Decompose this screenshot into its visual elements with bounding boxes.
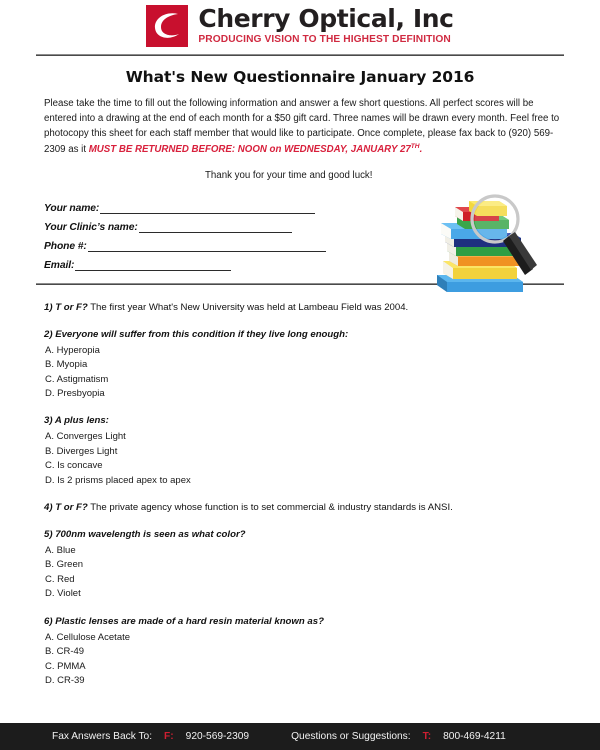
stack-of-books-with-magnifying-glass-icon [425,193,547,297]
question-5-choice-b[interactable]: B. Green [45,559,84,571]
clinic-name-label: Your Clinic’s name: [44,221,138,233]
question-1 [44,301,560,315]
question-5-choice-d[interactable]: D. Violet [45,588,81,600]
question-5 [44,528,560,602]
question-5-choice-a[interactable]: A. Blue [45,545,76,557]
intro-deadline-period: . [419,143,423,155]
your-name-label: Your name: [44,202,100,214]
question-4-body: The private agency whose function is to set commercial & industry standards is ANSI. [87,502,453,514]
question-2-choice-a[interactable]: A. Hyperopia [45,344,100,356]
email-label: Email: [44,259,75,271]
header-divider [36,54,564,56]
intro-deadline-highlight [89,144,423,155]
intro-deadline-superscript: TH [410,142,420,150]
intro-paragraph [44,96,560,157]
question-4-text [44,501,560,515]
questions-label: Questions or Suggestions: [291,731,411,742]
footer-contact-strip [0,731,506,742]
question-3-choice-c[interactable]: C. Is concave [45,460,103,472]
question-5-choice-c[interactable]: C. Red [45,573,75,585]
question-6-choice-b[interactable]: B. CR-49 [45,646,85,658]
question-2-text [44,328,560,342]
question-3-text [44,414,560,428]
clinic-name-input[interactable] [139,221,292,233]
intro-text: Please take the time to fill out the following information and answer a few short questions. All perfect scores will be entered into a drawing at the end of each month for a $50 gift card. Three names will be drawn every month. Feel free to photocopy this sheet for each staff member that would like to participate. Once complete, please fax back to (920) 569-2309 as it [44,98,560,155]
question-2-choice-c[interactable]: C. Astigmatism [45,373,109,385]
question-3-choice-d[interactable]: D. Is 2 prisms placed apex to apex [45,474,191,486]
thank-you-line: Thank you for your time and good luck! [205,169,373,181]
page-header [0,0,600,50]
brand-name: Cherry Optical, Inc [198,3,454,33]
page-footer [0,723,600,750]
question-6-choice-d[interactable]: D. CR-39 [45,674,85,686]
phone-label: Phone #: [44,240,87,252]
phone-number[interactable]: 800-469-4211 [443,731,506,742]
question-2-prefix: 2) Everyone will suffer from this condition if they live long enough: [44,328,349,340]
fax-number[interactable]: 920-569-2309 [185,731,250,742]
page-title: What's New Questionnaire January 2016 [125,68,475,86]
phone-prefix-icon: T: [422,731,432,742]
question-3-prefix: 3) A plus lens: [44,415,109,427]
question-2-choice-d[interactable]: D. Presbyopia [45,388,105,400]
questions-section [0,301,600,689]
cherry-optical-c-logo-icon [146,5,188,47]
question-1-prefix: 1) T or F? [44,301,88,313]
question-2 [44,328,560,402]
question-3-choice-a[interactable]: A. Converges Light [45,431,126,443]
question-2-choice-b[interactable]: B. Myopia [45,359,88,371]
question-4 [44,501,560,515]
email-input[interactable] [75,259,231,271]
phone-input[interactable] [88,240,326,252]
question-3-choice-b[interactable]: B. Diverges Light [45,445,118,457]
your-name-input[interactable] [100,202,315,214]
question-5-prefix: 5) 700nm wavelength is seen as what color? [44,529,246,541]
question-4-prefix: 4) T or F? [44,502,88,514]
question-6-choice-c[interactable]: C. PMMA [45,660,86,672]
intro-deadline-text: MUST BE RETURNED BEFORE: NOON on WEDNESDAY, JANUARY 27 [88,143,411,155]
question-5-text [44,528,560,542]
question-1-body: The first year What's New University was held at Lambeau Field was 2004. [87,301,409,313]
brand-block [198,3,454,46]
question-3 [44,414,560,488]
question-6-text [44,615,560,629]
question-6-choice-a[interactable]: A. Cellulose Acetate [45,631,131,643]
fax-prefix-icon: F: [164,731,174,742]
question-6 [44,615,560,689]
question-1-text [44,301,560,315]
question-6-prefix: 6) Plastic lenses are made of a hard resin material known as? [44,615,324,627]
fax-label: Fax Answers Back To: [52,731,153,742]
form-area [0,195,600,277]
brand-tagline: PRODUCING VISION TO THE HIGHEST DEFINITION [198,34,451,45]
